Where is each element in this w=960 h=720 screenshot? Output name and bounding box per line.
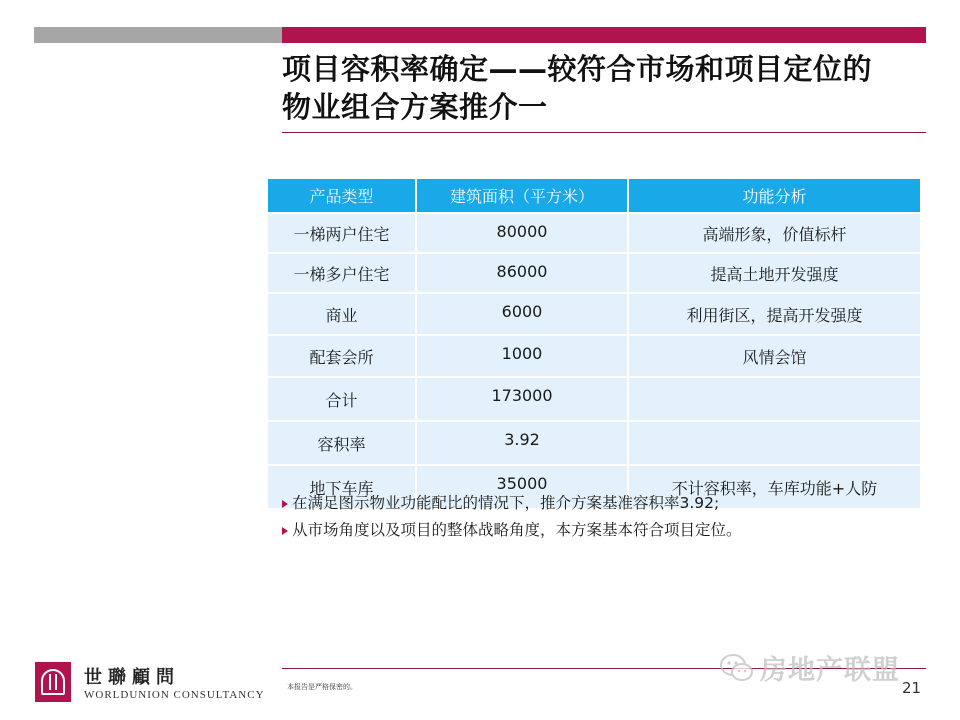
table-cell: 6000 xyxy=(416,293,628,335)
table-cell: 173000 xyxy=(416,377,628,421)
table-cell: 不计容积率，车库功能+人防 xyxy=(628,465,920,508)
property-mix-table xyxy=(268,179,920,508)
table-row xyxy=(268,213,920,253)
table-cell: 86000 xyxy=(416,253,628,293)
table-cell: 80000 xyxy=(416,213,628,253)
table-cell: 利用街区，提高开发强度 xyxy=(628,293,920,335)
table-cell: 1000 xyxy=(416,335,628,377)
list-item xyxy=(282,490,922,517)
table-row xyxy=(268,421,920,465)
company-name-cn: 世聯顧問 xyxy=(84,667,180,688)
company-logo-icon xyxy=(35,662,71,702)
list-item xyxy=(282,517,922,544)
table-cell: 地下车库 xyxy=(268,465,416,508)
table-cell: 3.92 xyxy=(416,421,628,465)
table-cell: 一梯两户住宅 xyxy=(268,213,416,253)
table-cell xyxy=(628,377,920,421)
table-row xyxy=(268,335,920,377)
table-cell: 合计 xyxy=(268,377,416,421)
table-cell xyxy=(628,421,920,465)
table-cell: 提高土地开发强度 xyxy=(628,253,920,293)
page-number: 21 xyxy=(902,679,922,697)
table-header-row xyxy=(268,179,920,213)
column-header: 产品类型 xyxy=(268,179,416,213)
bullet-triangle-icon xyxy=(282,500,288,508)
table-cell: 一梯多户住宅 xyxy=(268,253,416,293)
table-cell: 商业 xyxy=(268,293,416,335)
slide-title: 项目容积率确定——较符合市场和项目定位的 物业组合方案推介一 xyxy=(282,52,873,124)
bullet-list xyxy=(282,490,922,544)
table-cell: 容积率 xyxy=(268,421,416,465)
table-row xyxy=(268,377,920,421)
table-row xyxy=(268,253,920,293)
wechat-icon xyxy=(720,653,754,683)
table-cell: 配套会所 xyxy=(268,335,416,377)
top-bar-accent xyxy=(282,27,926,43)
title-divider xyxy=(282,132,926,133)
column-header: 功能分析 xyxy=(628,179,920,213)
company-name-en: WORLDUNION CONSULTANCY xyxy=(84,689,265,701)
watermark-text: 房地产联盟 xyxy=(760,655,900,686)
confidential-note: 本报告是严格保密的。 xyxy=(287,683,357,691)
bullet-text: 从市场角度以及项目的整体战略角度，本方案基本符合项目定位。 xyxy=(292,521,742,539)
top-bar-grey xyxy=(34,27,282,43)
bullet-text: 在满足图示物业功能配比的情况下，推介方案基准容积率3.92; xyxy=(292,494,720,512)
bullet-triangle-icon xyxy=(282,527,288,535)
table-cell: 35000 xyxy=(416,465,628,508)
table-cell: 高端形象，价值标杆 xyxy=(628,213,920,253)
table-cell: 风情会馆 xyxy=(628,335,920,377)
table-row xyxy=(268,293,920,335)
watermark xyxy=(720,648,900,687)
column-header: 建筑面积（平方米） xyxy=(416,179,628,213)
